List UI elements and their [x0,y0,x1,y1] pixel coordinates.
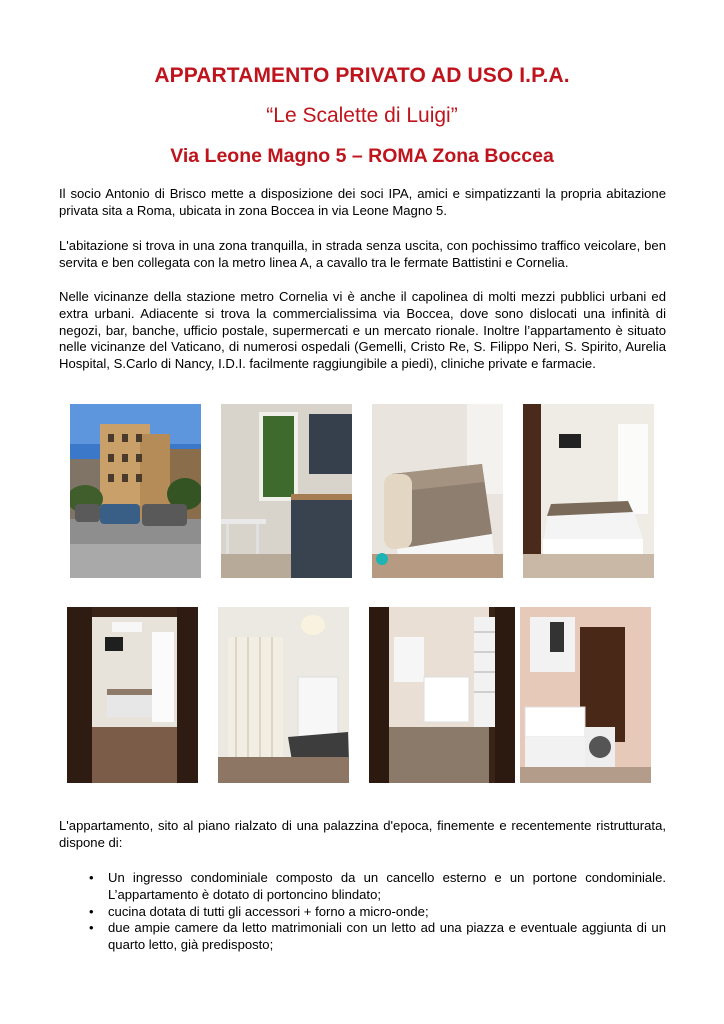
bathroom-photo-2 [520,607,651,783]
bathroom-photo-1 [369,607,515,783]
list-item [59,870,666,904]
kitchen-photo [221,404,352,578]
list-item-text: due ampie camere da letto matrimoniali con un letto ad una piazza e eventuale aggiunta di un quarto letto, già predisposto; [108,920,666,953]
living-room-photo [218,607,349,783]
bedroom-photo-2 [523,404,654,578]
document-subtitle: “Le Scalette di Luigi” [266,104,458,127]
bullet-icon: • [89,920,94,936]
bullet-icon: • [89,903,94,919]
document-address: Via Leone Magno 5 – ROMA Zona Boccea [170,145,554,167]
intro-paragraph-1: Il socio Antonio di Brisco mette a disposizione dei soci IPA, amici e simpatizzanti la propria abitazione privata sita a Roma, ubicata in zona Boccea in via Leone Magno 5. [59,186,666,218]
bullet-icon: • [89,870,94,885]
list-item-text: cucina dotata di tutti gli accessori + forno a micro-onde; [108,903,429,919]
building-exterior-photo [70,404,201,578]
list-item [59,904,666,921]
list-item [59,920,666,954]
features-list [59,870,666,954]
bedroom-photo-1 [372,404,503,578]
description-paragraph: L'appartamento, sito al piano rialzato di una palazzina d'epoca, finemente e recentemente ristrutturata, dispone di: [59,818,666,850]
list-item-text: Un ingresso condominiale composto da un cancello esterno e un portone condominiale. L’appartamento è dotato di portoncino blindato; [108,870,666,902]
intro-paragraph-3: Nelle vicinanze della stazione metro Cornelia vi è anche il capolinea di molti mezzi pubblici urbani ed extra urbani. Adiacente si trova la commercialissima via Boccea, dove sono dislocati una infinità di negozi, bar, banche, ufficio postale, supermercati e un mercato rionale. Inoltre l’appartamento è situato nelle vicinanze del Vaticano, di numerosi ospedali (Gemelli, Cristo Re, S. Filippo Neri, S. Spirito, Aurelia Hospital, S.Carlo di Nancy, I.D.I. facilmente raggiungibile a piedi), cliniche private e farmacie. [59,289,666,372]
intro-paragraph-2: L'abitazione si trova in una zona tranquilla, in strada senza uscita, con pochissimo traffico veicolare, ben servita e ben collegata con la metro linea A, a cavallo tra le fermate Battistini e Cornelia. [59,238,666,270]
hallway-photo [67,607,198,783]
document-title: APPARTAMENTO PRIVATO AD USO I.P.A. [154,64,570,87]
